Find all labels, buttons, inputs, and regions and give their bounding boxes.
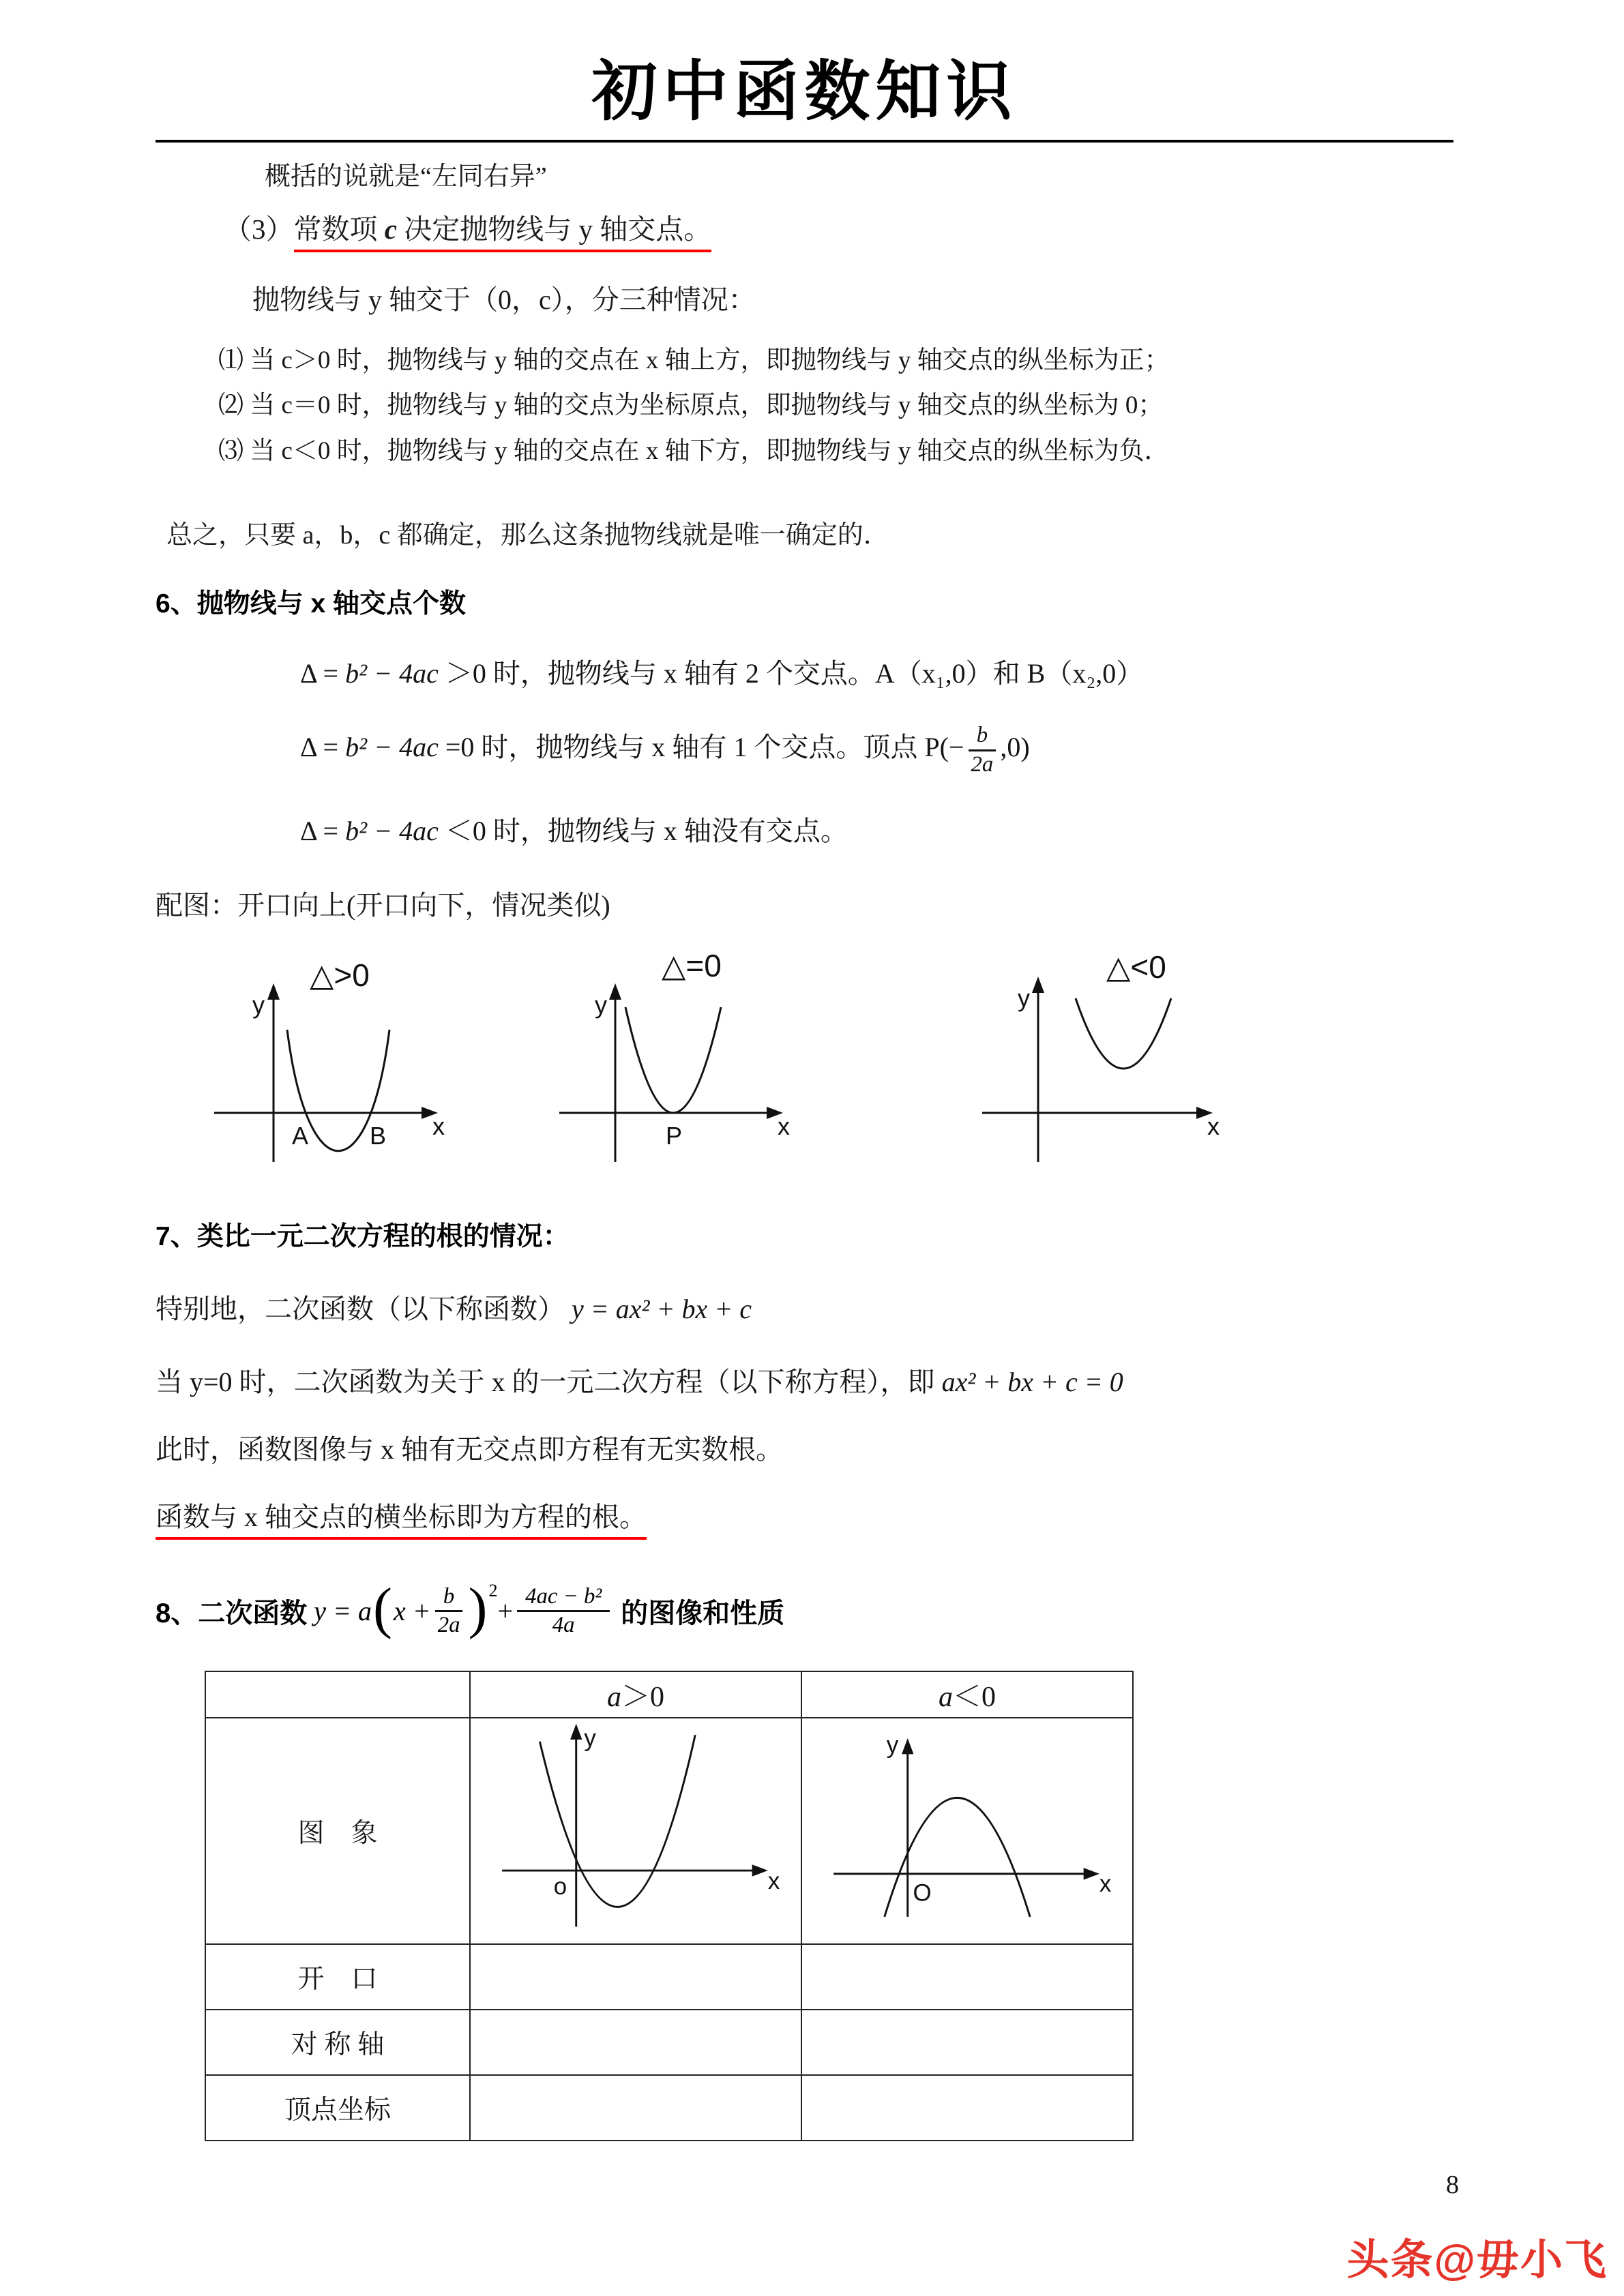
delta-zero-text-end: ,0) — [1000, 732, 1030, 763]
case-1: ⑴ 当 c＞0 时，抛物线与 y 轴的交点在 x 轴上方，即抛物线与 y 轴交点的纵坐标为正； — [218, 346, 1170, 374]
section7-line2 — [156, 1360, 1453, 1399]
figure-caption: 配图：开口向上(开口向下，情况类似) — [156, 889, 610, 921]
fraction-4ac-b2-over-4a — [517, 1583, 610, 1639]
vertex-a-negative-cell — [801, 2075, 1133, 2141]
row-label-symmetry-axis: 对 称 轴 — [205, 2010, 470, 2075]
header-var-a: a — [606, 1681, 621, 1713]
y-axis-arrow-icon — [609, 983, 621, 1000]
vertex-fraction — [969, 722, 996, 778]
header-empty-cell — [205, 1671, 470, 1718]
graph-a-negative — [807, 1718, 1127, 1937]
title-rule — [156, 140, 1453, 143]
root-a-label: A — [292, 1121, 309, 1150]
delta-negative-line — [300, 809, 1453, 848]
row-label-vertex: 顶点坐标 — [205, 2075, 470, 2141]
x-axis-label: x — [1099, 1870, 1112, 1897]
delta-zero-line — [300, 722, 1453, 778]
y-axis-arrow-icon — [570, 1723, 582, 1739]
vertex-a-positive-cell — [470, 2075, 801, 2141]
point3-underlined-text — [294, 213, 712, 252]
fraction-denominator: 4a — [552, 1613, 575, 1638]
symmetry-a-positive-cell — [470, 2010, 801, 2075]
diagram-delta-positive — [195, 942, 516, 1188]
page-title: 初中函数知识 — [591, 55, 1018, 128]
header-a-negative — [801, 1671, 1133, 1718]
root-b-label: B — [370, 1121, 387, 1150]
parabola-diagrams-row — [195, 942, 1453, 1188]
quadratic-function-formula: y = ax² + bx + c — [572, 1293, 752, 1324]
case-list — [218, 338, 1453, 475]
origin-label: O — [913, 1879, 932, 1907]
case-3: ⑶ 当 c＜0 时，抛物线与 y 轴的交点在 x 轴下方，即抛物线与 y 轴交点的纵坐标为负． — [218, 436, 1170, 465]
graph-a-negative-cell — [801, 1718, 1133, 1944]
delta-symbol: Δ = — [300, 658, 346, 689]
fraction-numerator: b — [969, 722, 996, 751]
graph-a-positive-cell — [470, 1718, 801, 1944]
close-paren: ) — [468, 1577, 488, 1641]
diagram-delta-negative — [963, 942, 1284, 1188]
opening-row — [205, 1944, 1133, 2010]
delta-positive-line — [300, 652, 1453, 691]
delta-zero-text: =0 时，抛物线与 x 轴有 1 个交点。顶点 P(− — [438, 732, 964, 763]
point3-part2: 决定抛物线与 y 轴交点。 — [396, 213, 712, 245]
open-paren: ( — [373, 1577, 392, 1641]
y-axis-arrow-icon — [902, 1738, 913, 1754]
intro-line: 概括的说就是“左同右异” — [265, 162, 547, 191]
vertex-row — [205, 2075, 1133, 2141]
vertex-form-formula — [314, 1577, 614, 1641]
plus-sign: + — [497, 1596, 514, 1627]
x-axis-arrow-icon — [1084, 1868, 1099, 1879]
diagram-title: △<0 — [1106, 949, 1166, 985]
roots-conclusion-underlined: 函数与 x 轴交点的横坐标即为方程的根。 — [156, 1502, 647, 1540]
x-axis-label: x — [778, 1112, 790, 1140]
formula-lhs: y = a — [314, 1596, 372, 1627]
point3-prefix: （3） — [224, 213, 294, 245]
x-axis-label: x — [432, 1112, 445, 1140]
parabola-curve — [625, 1007, 721, 1113]
section7-line4 — [156, 1495, 1453, 1534]
header-a-positive-op: ＞0 — [621, 1681, 664, 1713]
quadratic-equation-formula: ax² + bx + c = 0 — [941, 1366, 1123, 1397]
watermark: 头条@毋小飞 — [1346, 2237, 1608, 2284]
delta-positive-text: ＞0 时，抛物线与 x 轴有 2 个交点。A（x₁,0）和 B（x₂,0） — [438, 658, 1144, 689]
y-axis-label: y — [252, 990, 265, 1019]
point3-line — [224, 209, 1453, 251]
section7-line3: 此时，函数图像与 x 轴有无交点即方程有无实数根。 — [156, 1433, 783, 1465]
y-axis-label: y — [886, 1731, 899, 1759]
header-var-a: a — [938, 1681, 953, 1713]
discriminant-expression: b² − 4ac — [345, 732, 439, 763]
section8-heading — [156, 1577, 1453, 1641]
x-axis-arrow-icon — [752, 1864, 768, 1876]
summary-line: 总之，只要 a，b，c 都确定，那么这条抛物线就是唯一确定的． — [166, 521, 889, 550]
parabola-curve — [885, 1798, 1030, 1917]
section6-heading: 6、抛物线与 x 轴交点个数 — [156, 589, 467, 619]
discriminant-expression: b² − 4ac — [345, 658, 439, 689]
graph-row — [205, 1718, 1133, 1944]
fraction-denominator: 2a — [971, 751, 994, 777]
fraction-numerator: b — [435, 1583, 462, 1612]
opening-a-negative-cell — [801, 1944, 1133, 2010]
point3-variable-c: c — [384, 213, 397, 245]
row-label-opening: 开 口 — [205, 1944, 470, 2010]
delta-symbol: Δ = — [300, 815, 346, 846]
header-a-negative-op: ＜0 — [952, 1681, 996, 1713]
page-number: 8 — [1446, 2171, 1459, 2199]
parabola-curve — [1076, 998, 1171, 1069]
diagram-title: △>0 — [310, 957, 370, 993]
y-axis-label: y — [595, 990, 607, 1019]
row-label-graph: 图 象 — [205, 1718, 470, 1944]
opening-a-positive-cell — [470, 1944, 801, 2010]
section7-line1 — [156, 1287, 1453, 1326]
header-a-positive — [470, 1671, 801, 1718]
y-axis-arrow-icon — [267, 983, 280, 1000]
symmetry-a-negative-cell — [801, 2010, 1133, 2075]
delta-negative-text: ＜0 时，抛物线与 x 轴没有交点。 — [438, 815, 848, 846]
delta-cases — [300, 652, 1453, 848]
y-intercept-intro: 抛物线与 y 轴交于（0，c），分三种情况： — [252, 284, 756, 315]
section7-heading: 7、类比一元二次方程的根的情况： — [156, 1221, 570, 1251]
section8-prefix: 8、二次函数 — [156, 1598, 308, 1629]
fraction-b-over-2a — [435, 1583, 463, 1639]
fraction-denominator: 2a — [437, 1613, 460, 1638]
formula-inner: x + — [393, 1596, 431, 1627]
discriminant-expression: b² − 4ac — [345, 815, 439, 846]
exponent-2: 2 — [488, 1580, 498, 1600]
x-axis-label: x — [1207, 1112, 1220, 1140]
y-axis-label: y — [1018, 983, 1030, 1012]
origin-label: o — [553, 1873, 567, 1900]
case-2: ⑵ 当 c＝0 时，抛物线与 y 轴的交点为坐标原点，即抛物线与 y 轴交点的纵坐标为 0； — [218, 391, 1164, 420]
table-header-row — [205, 1671, 1133, 1718]
graph-a-positive — [475, 1718, 796, 1937]
diagram-delta-zero — [540, 942, 861, 1188]
properties-table — [205, 1671, 1134, 2141]
x-axis-label: x — [767, 1867, 780, 1894]
y-axis-arrow-icon — [1032, 976, 1044, 993]
point3-part1: 常数项 — [293, 213, 385, 245]
vertex-p-label: P — [666, 1121, 683, 1150]
delta-symbol: Δ = — [300, 732, 346, 763]
line2-text: 当 y=0 时，二次函数为关于 x 的一元二次方程（以下称方程），即 — [156, 1366, 935, 1397]
section8-suffix: 的图像和性质 — [621, 1598, 785, 1629]
diagram-title: △=0 — [662, 947, 722, 983]
fraction-numerator: 4ac − b² — [517, 1583, 610, 1612]
symmetry-axis-row — [205, 2010, 1133, 2075]
y-axis-label: y — [584, 1725, 596, 1752]
line1-text: 特别地，二次函数（以下称函数） — [156, 1293, 565, 1324]
